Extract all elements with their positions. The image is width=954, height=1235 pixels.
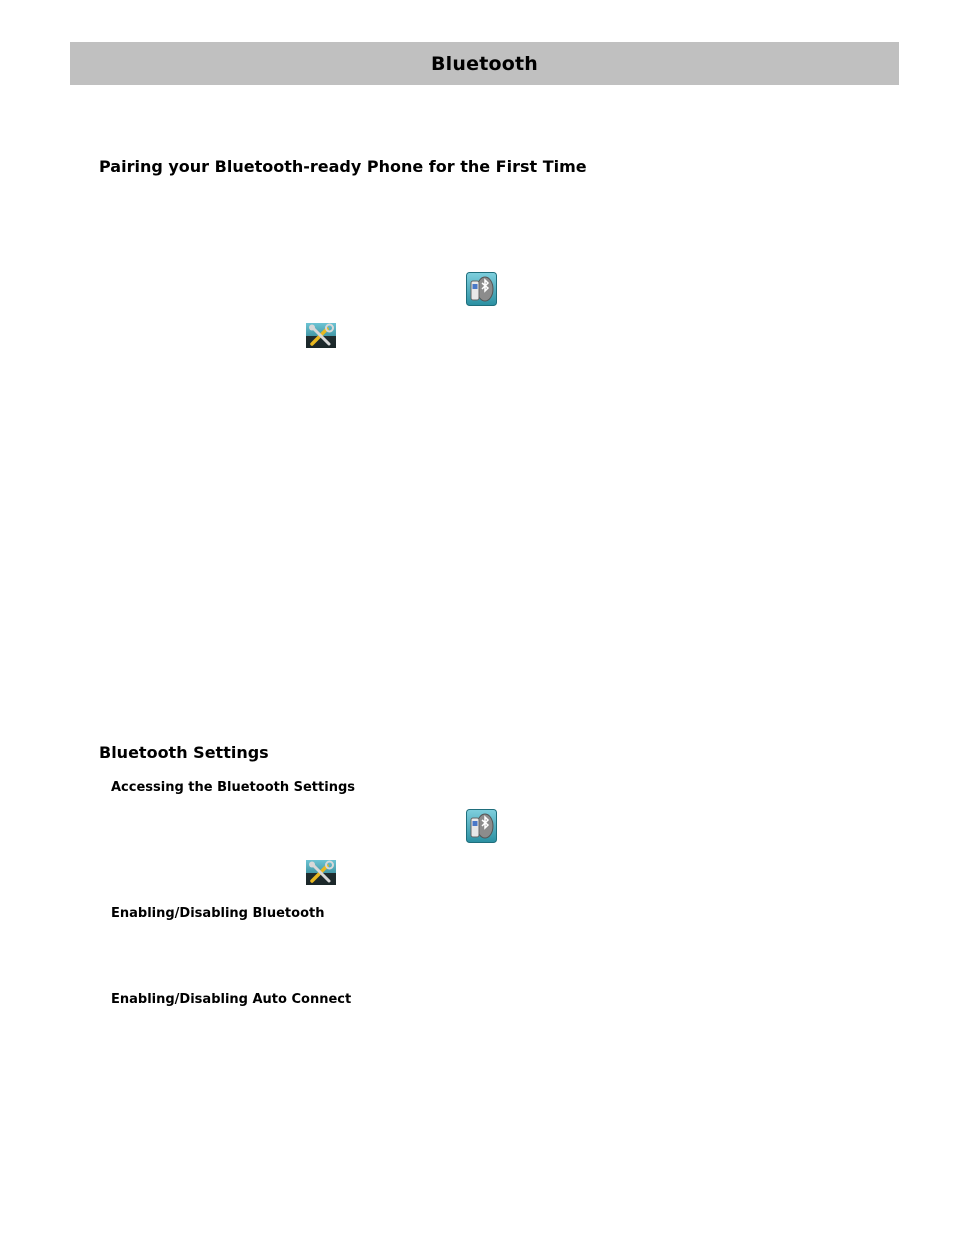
enabling-bluetooth-heading: Enabling/Disabling Bluetooth: [111, 906, 325, 921]
header-bar: [70, 42, 899, 85]
page-title: Bluetooth: [430, 52, 538, 75]
settings-tools-icon: [306, 860, 336, 885]
bluetooth-phone-icon: [466, 272, 497, 306]
bluetooth-phone-icon: [466, 809, 497, 843]
pairing-heading: Pairing your Bluetooth-ready Phone for the First Time: [99, 157, 587, 176]
accessing-settings-heading: Accessing the Bluetooth Settings: [111, 780, 355, 795]
settings-tools-icon: [306, 323, 336, 348]
enabling-auto-connect-heading: Enabling/Disabling Auto Connect: [111, 992, 352, 1007]
bluetooth-settings-heading: Bluetooth Settings: [99, 743, 269, 762]
